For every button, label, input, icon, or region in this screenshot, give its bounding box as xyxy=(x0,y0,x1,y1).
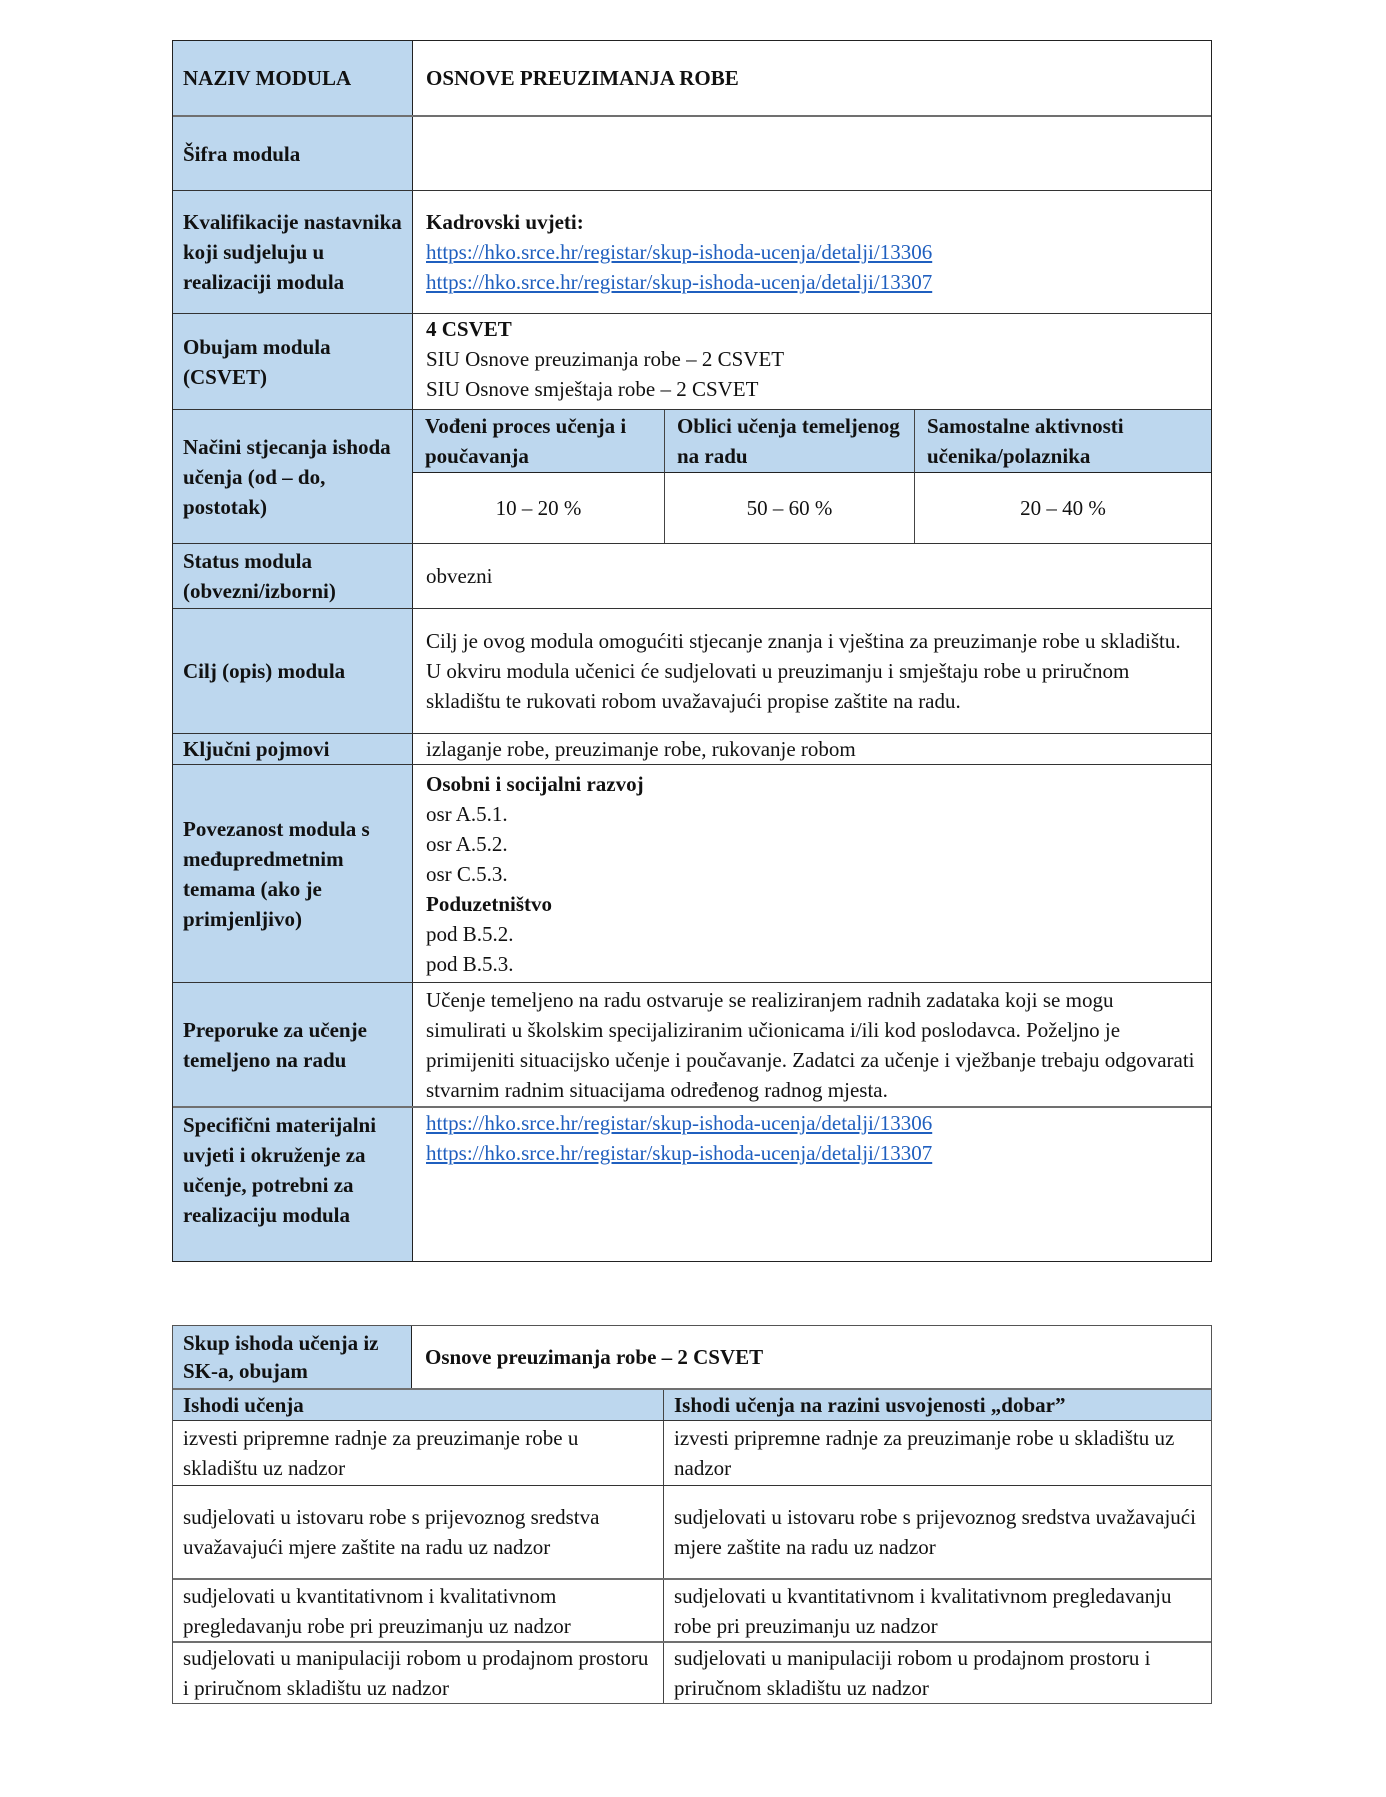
group-title: Osobni i socijalni razvoj xyxy=(426,771,644,796)
label-nacini: Načini stjecanja ishoda učenja (od – do, postotak) xyxy=(173,410,413,543)
row-pojmovi xyxy=(173,733,1211,764)
link-13306[interactable]: https://hko.srce.hr/registar/skup-ishoda-ucenja/detalji/13306 xyxy=(426,1111,933,1135)
label-pojmovi: Ključni pojmovi xyxy=(173,734,413,764)
value-povezanost xyxy=(413,765,1211,982)
kadrovski-uvjeti-heading: Kadrovski uvjeti: xyxy=(426,210,584,234)
nacini-value-oblici: 50 – 60 % xyxy=(664,473,914,543)
row-cilj xyxy=(173,608,1211,733)
row-nacini xyxy=(173,409,1211,543)
value-naziv: OSNOVE PREUZIMANJA ROBE xyxy=(426,66,739,90)
outcome-cell: sudjelovati u manipulaciji robom u prodajnom prostoru i priručnom skladištu uz nadzor xyxy=(183,1646,649,1700)
outcome-cell: sudjelovati u kvantitativnom i kvalitativnom pregledavanju robe pri preuzimanju uz nadzor xyxy=(183,1583,571,1638)
nacini-header-vodeni: Vođeni proces učenja i poučavanja xyxy=(413,410,664,473)
group-item: pod B.5.3. xyxy=(426,951,514,976)
row-skup xyxy=(173,1326,1211,1388)
label-sifra: Šifra modula xyxy=(173,117,413,190)
group-item: osr C.5.3. xyxy=(426,861,508,886)
outcome-cell: izvesti pripremne radnje za preuzimanje robe u skladištu uz nadzor xyxy=(183,1426,579,1480)
obujam-line: SIU Osnove smještaja robe – 2 CSVET xyxy=(426,377,759,401)
row-preporuke xyxy=(173,982,1211,1106)
row-status xyxy=(173,543,1211,608)
label-preporuke: Preporuke za učenje temeljeno na radu xyxy=(173,983,413,1106)
outcome-dobar-cell: izvesti pripremne radnje za preuzimanje robe u skladištu uz nadzor xyxy=(663,1421,1211,1485)
row-naziv xyxy=(173,41,1211,115)
row-sifra xyxy=(173,115,1211,190)
value-uvjeti xyxy=(413,1108,1211,1261)
outcome-row xyxy=(173,1420,1211,1485)
row-kvalifikacije xyxy=(173,190,1211,313)
group-item: pod B.5.2. xyxy=(426,921,514,946)
group-item: osr A.5.2. xyxy=(426,831,508,856)
value-skup: Osnove preuzimanja robe – 2 CSVET xyxy=(425,1345,764,1369)
label-status: Status modula (obvezni/izborni) xyxy=(173,544,413,608)
nacini-value-vodeni: 10 – 20 % xyxy=(495,496,582,520)
value-status: obvezni xyxy=(426,564,493,588)
nacini-value-samostalne: 20 – 40 % xyxy=(914,473,1211,543)
value-pojmovi: izlaganje robe, preuzimanje robe, rukovanje robom xyxy=(426,737,856,761)
obujam-line: SIU Osnove preuzimanja robe – 2 CSVET xyxy=(426,347,785,371)
nacini-header-oblici: Oblici učenja temeljenog na radu xyxy=(664,410,914,473)
obujam-total: 4 CSVET xyxy=(426,317,512,341)
row-uvjeti xyxy=(173,1106,1211,1261)
outcome-dobar-cell: sudjelovati u kvantitativnom i kvalitativnom pregledavanju robe pri preuzimanju uz nadzor xyxy=(663,1580,1211,1641)
outcome-dobar-cell: sudjelovati u istovaru robe s prijevoznog sredstva uvažavajući mjere zaštite na radu uz nadzor xyxy=(663,1486,1211,1578)
module-table xyxy=(172,40,1212,1262)
label-kvalifikacije: Kvalifikacije nastavnika koji sudjeluju u realizaciji modula xyxy=(173,191,413,313)
value-cilj: Cilj je ovog modula omogućiti stjecanje znanja i vještina za preuzimanje robe u skladištu. U okviru modula učenici će sudjelovati u preuzimanju i smještaju robe u priručnom skladištu te rukovati robom uvažavajući propise zaštite na radu. xyxy=(426,629,1181,713)
header-ishodi-dobar: Ishodi učenja na razini usvojenosti „dobar” xyxy=(663,1390,1211,1420)
group-title: Poduzetništvo xyxy=(426,891,552,916)
value-obujam xyxy=(413,314,1211,409)
header-ishodi: Ishodi učenja xyxy=(183,1393,304,1417)
label-skup: Skup ishoda učenja iz SK-a, obujam xyxy=(173,1326,412,1388)
row-povezanost xyxy=(173,764,1211,982)
nacini-grid xyxy=(413,410,1211,543)
label-obujam: Obujam modula (CSVET) xyxy=(173,314,413,409)
link-13307[interactable]: https://hko.srce.hr/registar/skup-ishoda-ucenja/detalji/13307 xyxy=(426,270,933,294)
label-uvjeti: Specifični materijalni uvjeti i okruženje za učenje, potrebni za realizaciju modula xyxy=(173,1108,413,1261)
outcome-dobar-cell: sudjelovati u manipulaciji robom u prodajnom prostoru i priručnom skladištu uz nadzor xyxy=(663,1643,1211,1703)
outcomes-table xyxy=(172,1325,1212,1704)
row-obujam xyxy=(173,313,1211,409)
label-cilj: Cilj (opis) modula xyxy=(173,609,413,733)
label-naziv: NAZIV MODULA xyxy=(173,41,413,115)
value-sifra xyxy=(413,117,1211,190)
value-preporuke: Učenje temeljeno na radu ostvaruje se realiziranjem radnih zadataka koji se mogu simulirati u školskim specijaliziranim učionicama i/ili kod poslodavca. Poželjno je primijeniti situacijsko učenje i poučavanje. Zadatci za učenje i vježbanje trebaju odgovarati stvarnim radnim situacijama određenog radnog mjesta. xyxy=(426,987,1195,1102)
value-kvalifikacije xyxy=(413,191,1211,313)
link-13307[interactable]: https://hko.srce.hr/registar/skup-ishoda-ucenja/detalji/13307 xyxy=(426,1141,933,1165)
link-13306[interactable]: https://hko.srce.hr/registar/skup-ishoda-ucenja/detalji/13306 xyxy=(426,240,933,264)
outcome-row xyxy=(173,1578,1211,1641)
group-item: osr A.5.1. xyxy=(426,801,508,826)
nacini-header-samostalne: Samostalne aktivnosti učenika/polaznika xyxy=(914,410,1211,473)
outcome-cell: sudjelovati u istovaru robe s prijevoznog sredstva uvažavajući mjere zaštite na radu uz nadzor xyxy=(183,1505,600,1559)
label-povezanost: Povezanost modula s međupredmetnim temama (ako je primjenljivo) xyxy=(173,765,413,982)
outcome-row xyxy=(173,1641,1211,1703)
outcome-row xyxy=(173,1485,1211,1578)
row-headers xyxy=(173,1388,1211,1420)
